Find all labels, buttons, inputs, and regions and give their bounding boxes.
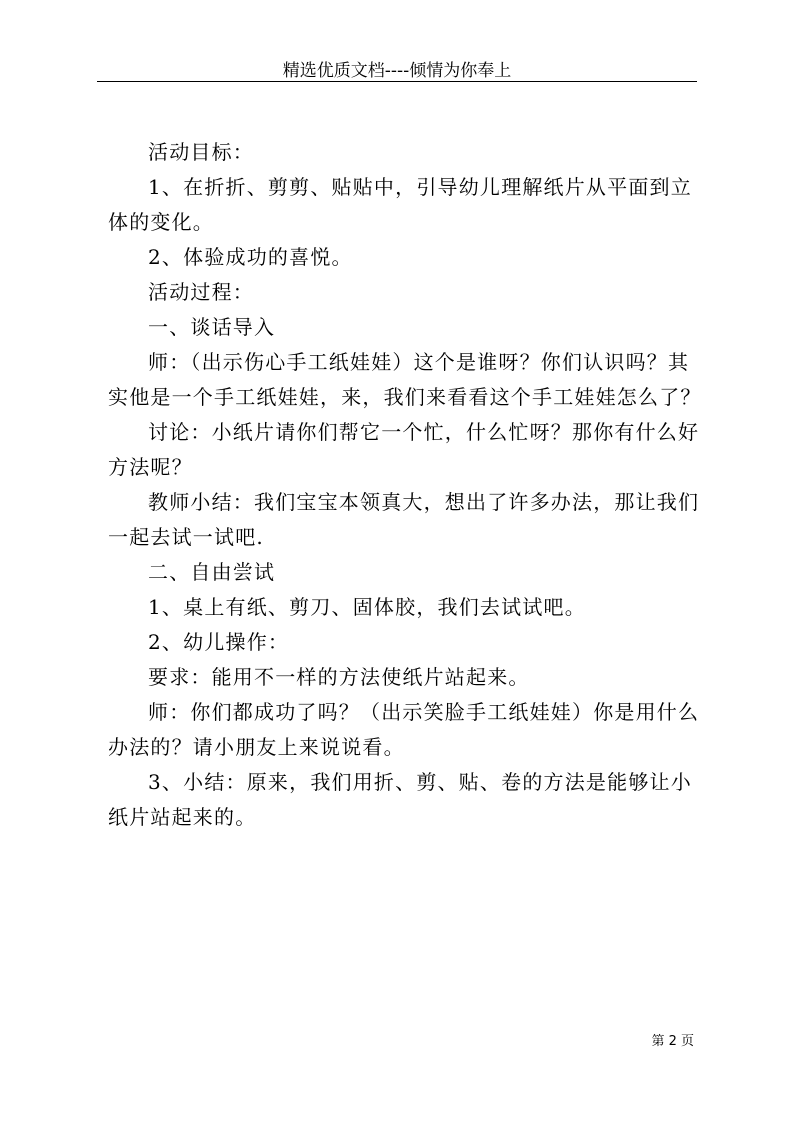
paragraph: 师：你们都成功了吗？（出示笑脸手工纸娃娃）你是用什么办法的？请小朋友上来说说看。 — [108, 700, 700, 759]
document-body — [108, 135, 708, 835]
page-number: 第 2 页 — [651, 1034, 694, 1049]
paragraph: 师：（出示伤心手工纸娃娃）这个是谁呀？你们认识吗？其实他是一个手工纸娃娃，来，我们来看看这个手工娃娃怎么了？ — [108, 350, 702, 409]
paragraph: 活动过程： — [148, 280, 254, 304]
paragraph: 二、自由尝试 — [148, 560, 276, 584]
paragraph: 2、幼儿操作： — [148, 630, 290, 654]
paragraph: 教师小结：我们宝宝本领真大，想出了许多办法，那让我们一起去试一试吧. — [108, 490, 700, 549]
header-divider — [97, 81, 697, 82]
paragraph: 活动目标： — [148, 140, 254, 164]
page-header: 精选优质文档----倾情为你奉上 — [282, 61, 512, 81]
paragraph: 一、谈话导入 — [148, 315, 276, 339]
paragraph: 讨论：小纸片请你们帮它一个忙，什么忙呀？那你有什么好方法呢？ — [108, 420, 700, 479]
paragraph: 3、小结：原来，我们用折、剪、贴、卷的方法是能够让小纸片站起来的。 — [108, 770, 692, 829]
paragraph: 2、体验成功的喜悦。 — [148, 245, 353, 269]
paragraph: 要求：能用不一样的方法使纸片站起来。 — [148, 665, 530, 689]
paragraph: 1、在折折、剪剪、贴贴中，引导幼儿理解纸片从平面到立体的变化。 — [108, 175, 692, 234]
paragraph: 1、桌上有纸、剪刀、固体胶，我们去试试吧。 — [148, 595, 586, 619]
